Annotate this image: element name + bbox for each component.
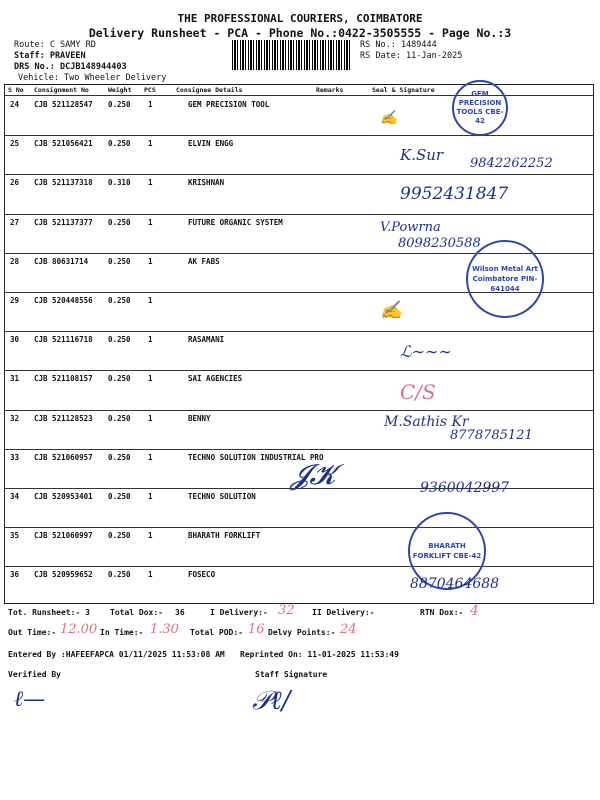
row-consignment-no: CJB 521116718 — [34, 335, 93, 345]
out-time-label: Out Time:- — [8, 628, 57, 637]
col-sno: S No — [8, 86, 24, 94]
row-pcs: 1 — [148, 570, 153, 580]
i-delivery-label: I Delivery:- — [210, 608, 268, 617]
row-consignment-no: CJB 80631714 — [34, 256, 89, 266]
phone-25: 9842262252 — [470, 156, 553, 171]
vehicle: Vehicle: Two Wheeler Delivery — [18, 73, 167, 83]
verified-signature: ℓ— — [14, 687, 46, 712]
in-time-value: 1.30 — [150, 622, 179, 637]
cs-31: C/S — [400, 380, 436, 404]
out-time-value: 12.00 — [60, 622, 98, 637]
row-consignee: TECHNO SOLUTION INDUSTRIAL PRO — [188, 452, 324, 462]
row-weight: 0.250 — [108, 217, 131, 227]
row-sno: 34 — [10, 492, 20, 501]
row-divider — [4, 449, 594, 450]
row-divider — [4, 527, 594, 528]
row-weight: 0.250 — [108, 100, 131, 109]
verified-by-label: Verified By — [8, 670, 61, 679]
col-seal: Seal & Signature — [372, 86, 435, 94]
row-consignee: ELVIN ENGG — [188, 139, 234, 149]
total-pod-label: Total POD:- — [190, 628, 243, 637]
row-consignee: GEM PRECISION TOOL — [188, 100, 270, 109]
row-sno: 29 — [10, 296, 20, 305]
row-consignee: AK FABS — [188, 256, 220, 266]
row-divider — [4, 370, 594, 371]
entered-by: Entered By :HAFEEFAPCA 01/11/2025 11:53:08 AM — [8, 650, 225, 659]
row-weight: 0.250 — [108, 139, 131, 149]
signature-33: 𝓙𝓚 — [290, 458, 336, 491]
row-pcs: 1 — [148, 452, 153, 462]
row-consignment-no: CJB 521060957 — [34, 452, 93, 462]
row-pcs: 1 — [148, 178, 153, 188]
row-sno: 32 — [10, 413, 20, 423]
row-weight: 0.310 — [108, 178, 131, 188]
row-sno: 25 — [10, 139, 20, 149]
delvy-points-label: Delvy Points:- — [268, 628, 336, 637]
row-pcs: 1 — [148, 335, 153, 345]
row-consignee: FOSECO — [188, 570, 216, 580]
rs-date: RS Date: 11-Jan-2025 — [360, 51, 463, 61]
phone-26: 9952431847 — [400, 184, 509, 204]
row-pcs: 1 — [148, 100, 153, 109]
total-dox-value: 36 — [175, 608, 185, 617]
delvy-points-value: 24 — [340, 622, 357, 637]
row-weight: 0.250 — [108, 570, 131, 580]
row-pcs: 1 — [148, 413, 153, 423]
row-consignee: RASAMANI — [188, 335, 225, 345]
row-divider — [4, 214, 594, 215]
row-weight: 0.250 — [108, 452, 131, 462]
col-consignment: Consignment No — [34, 86, 89, 94]
bharath-stamp-text: BHARATH FORKLIFT CBE-42 — [412, 542, 482, 560]
row-pcs: 1 — [148, 492, 153, 501]
staff-signature: 𝒫ℓ/ — [252, 686, 291, 716]
row-divider — [4, 410, 594, 411]
row-weight: 0.250 — [108, 492, 131, 501]
row-consignment-no: CJB 521060997 — [34, 531, 93, 541]
phone-27: 8098230588 — [398, 236, 481, 251]
col-consignee: Consignee Details — [176, 86, 243, 94]
company-title: THE PROFESSIONAL COURIERS, COIMBATORE — [177, 12, 423, 25]
row-weight: 0.250 — [108, 296, 131, 305]
row-sno: 36 — [10, 570, 20, 580]
name-32: M.Sathis Kr — [384, 414, 469, 430]
col-pcs: PCS — [144, 86, 156, 94]
row-weight: 0.250 — [108, 374, 131, 384]
drs-no: DRS No.: DCJB148944403 — [14, 62, 127, 72]
i-delivery-value: 32 — [278, 603, 295, 618]
signature-29: ✍ — [380, 300, 403, 321]
signature-30: ℒ∼∼∼ — [400, 342, 452, 361]
row-sno: 24 — [10, 100, 20, 109]
row-consignment-no: CJB 521137377 — [34, 217, 93, 227]
row-consignment-no: CJB 520448556 — [34, 296, 93, 305]
route: Route: C SAMY RD — [14, 40, 96, 50]
ii-delivery-label: II Delivery:- — [312, 608, 375, 617]
wilson-stamp — [466, 240, 544, 318]
row-divider — [4, 331, 594, 332]
gem-stamp — [452, 80, 508, 136]
row-divider — [4, 135, 594, 136]
in-time-label: In Time:- — [100, 628, 144, 637]
row-weight: 0.250 — [108, 531, 131, 541]
row-divider — [4, 566, 594, 567]
name-27: V.Powrna — [380, 220, 441, 235]
reprinted-on: Reprinted On: 11-01-2025 11:53:49 — [240, 650, 399, 659]
row-sno: 31 — [10, 374, 20, 384]
col-weight: Weight — [108, 86, 132, 94]
total-pod-value: 16 — [248, 622, 265, 637]
row-consignee: TECHNO SOLUTION — [188, 492, 256, 501]
phone-34: 9360042997 — [420, 480, 510, 496]
row-sno: 35 — [10, 531, 20, 541]
row-sno: 30 — [10, 335, 20, 345]
staff: Staff: PRAVEEN — [14, 51, 86, 61]
row-sno: 27 — [10, 217, 20, 227]
row-consignment-no: CJB 520953401 — [34, 492, 93, 501]
col-remarks: Remarks — [316, 86, 344, 94]
row-consignment-no: CJB 521128547 — [34, 100, 93, 109]
phone-32: 8778785121 — [450, 428, 533, 443]
row-consignee: BHARATH FORKLIFT — [188, 531, 261, 541]
row-consignment-no: CJB 521056421 — [34, 139, 93, 149]
row-consignee: BENNY — [188, 413, 211, 423]
signature-25: K.Sur — [400, 146, 444, 164]
row-consignment-no: CJB 521137318 — [34, 178, 93, 188]
row-weight: 0.250 — [108, 335, 131, 345]
row-consignment-no: CJB 521108157 — [34, 374, 93, 384]
row-weight: 0.250 — [108, 256, 131, 266]
row-pcs: 1 — [148, 531, 153, 541]
rtn-dox-value: 4 — [470, 603, 479, 619]
wilson-stamp-text: Wilson Metal Art Coimbatore PIN-641044 — [472, 265, 538, 293]
rs-no: RS No.: 1489444 — [360, 40, 437, 50]
row-consignee: SAI AGENCIES — [188, 374, 243, 384]
staff-signature-label: Staff Signature — [255, 670, 328, 679]
row-pcs: 1 — [148, 256, 153, 266]
row-sno: 33 — [10, 452, 20, 462]
row-sno: 26 — [10, 178, 20, 188]
row-consignee: KRISHNAN — [188, 178, 225, 188]
gem-stamp-text: GEM PRECISION TOOLS CBE-42 — [456, 90, 504, 125]
barcode — [232, 40, 352, 70]
row-weight: 0.250 — [108, 413, 131, 423]
row-pcs: 1 — [148, 139, 153, 149]
row-consignment-no: CJB 520959652 — [34, 570, 93, 580]
rtn-dox-label: RTN Dox:- — [420, 608, 464, 617]
total-dox-label: Total Dox:- — [110, 608, 163, 617]
tot-runsheet: Tot. Runsheet:- 3 — [8, 608, 90, 617]
row-pcs: 1 — [148, 296, 153, 305]
runsheet-title: Delivery Runsheet - PCA - Phone No.:0422-3505555 - Page No.:3 — [88, 26, 512, 40]
row-pcs: 1 — [148, 374, 153, 384]
row-consignment-no: CJB 521128523 — [34, 413, 93, 423]
row-sno: 28 — [10, 256, 20, 266]
row-consignee: FUTURE ORGANIC SYSTEM — [188, 217, 283, 227]
row-pcs: 1 — [148, 217, 153, 227]
signature-24: ✍ — [380, 110, 398, 126]
phone-36: 8870464688 — [410, 576, 500, 592]
row-divider — [4, 174, 594, 175]
